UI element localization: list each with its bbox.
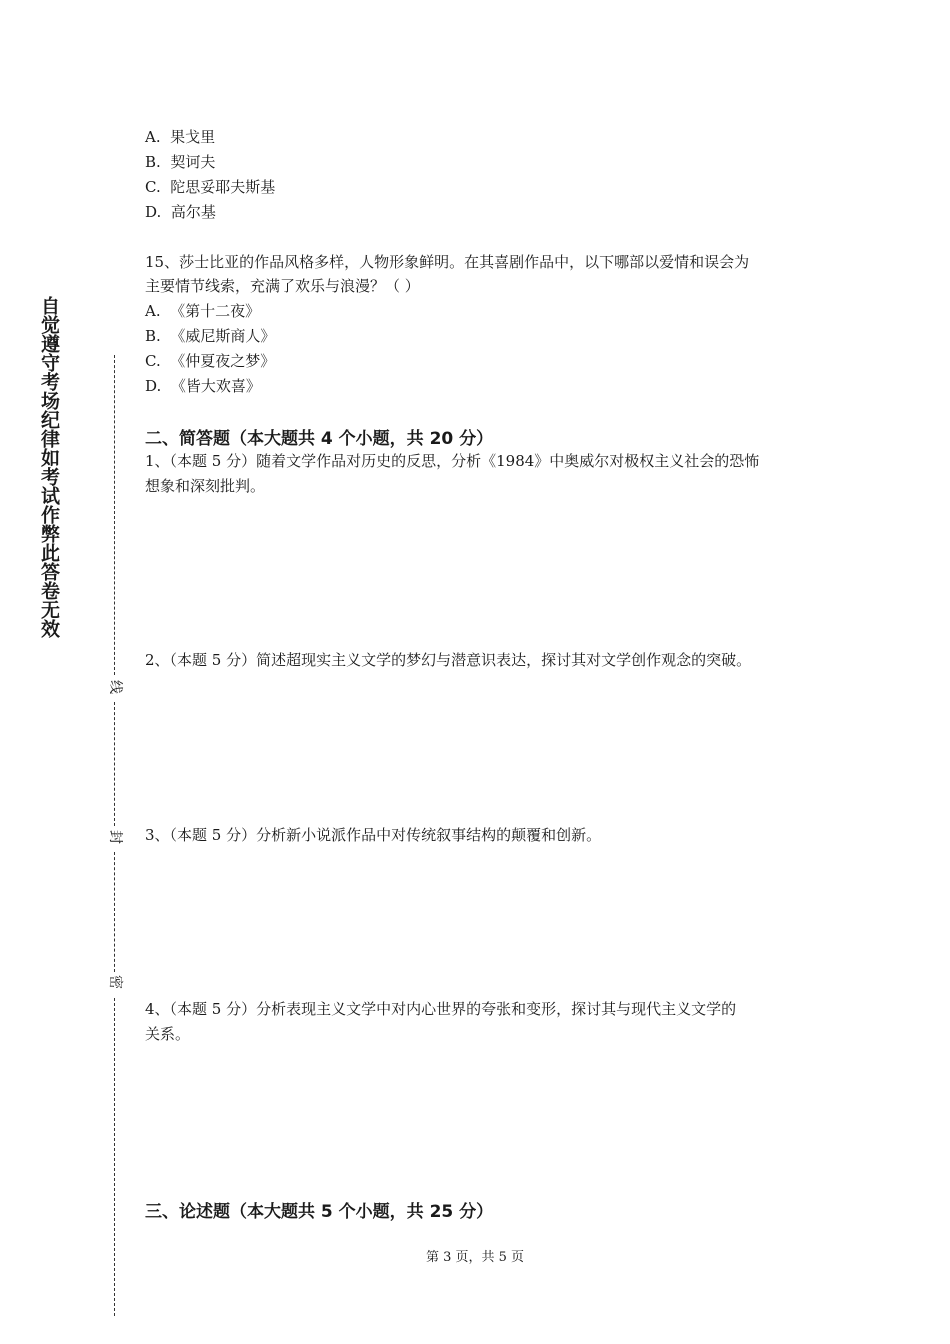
section2-heading: 二、简答题（本大题共 4 个小题，共 20 分） — [145, 429, 494, 449]
q15-option-b: B. 《威尼斯商人》 — [145, 327, 276, 345]
seal-char-mi: 密 — [107, 975, 123, 989]
s2-q1-line2: 想象和深刻批判。 — [145, 477, 266, 495]
q14-option-d: D. 高尔基 — [145, 203, 216, 221]
q14-option-c: C. 陀思妥耶夫斯基 — [145, 178, 276, 196]
q15-option-c: C. 《仲夏夜之梦》 — [145, 352, 276, 370]
section3-heading: 三、论述题（本大题共 5 个小题，共 25 分） — [145, 1202, 494, 1222]
q15-option-d: D. 《皆大欢喜》 — [145, 377, 261, 395]
q14-option-a: A. 果戈里 — [145, 128, 216, 146]
page-number: 第 3 页，共 5 页 — [425, 1250, 525, 1265]
q15-stem-line1: 15、莎士比亚的作品风格多样，人物形象鲜明。在其喜剧作品中，以下哪部以爱情和误会为 — [145, 253, 750, 271]
seal-char-feng: 封 — [107, 830, 123, 844]
s2-q1-line1: 1、（本题 5 分）随着文学作品对历史的反思，分析《1984》中奥威尔对极权主义社会的恐怖 — [145, 452, 760, 470]
seal-char-xian: 线 — [107, 680, 123, 694]
seal-dashed-line-segment — [114, 702, 115, 826]
seal-dashed-line-segment — [114, 998, 115, 1316]
q15-stem-line2: 主要情节线索，充满了欢乐与浪漫？（ ） — [145, 277, 420, 295]
seal-dashed-line-segment — [114, 355, 115, 675]
q14-option-b: B. 契诃夫 — [145, 153, 216, 171]
sidebar-exam-notice: 自觉遵守考场纪律如考试作弊此答卷无效 — [38, 296, 60, 638]
seal-dashed-line-segment — [114, 852, 115, 972]
s2-q3-line1: 3、（本题 5 分）分析新小说派作品中对传统叙事结构的颠覆和创新。 — [145, 826, 602, 844]
s2-q4-line1: 4、（本题 5 分）分析表现主义文学中对内心世界的夸张和变形，探讨其与现代主义文学的 — [145, 1000, 737, 1018]
s2-q4-line2: 关系。 — [145, 1025, 191, 1043]
q15-option-a: A. 《第十二夜》 — [145, 302, 261, 320]
s2-q2-line1: 2、（本题 5 分）简述超现实主义文学的梦幻与潜意识表达，探讨其对文学创作观念的突破。 — [145, 651, 752, 669]
